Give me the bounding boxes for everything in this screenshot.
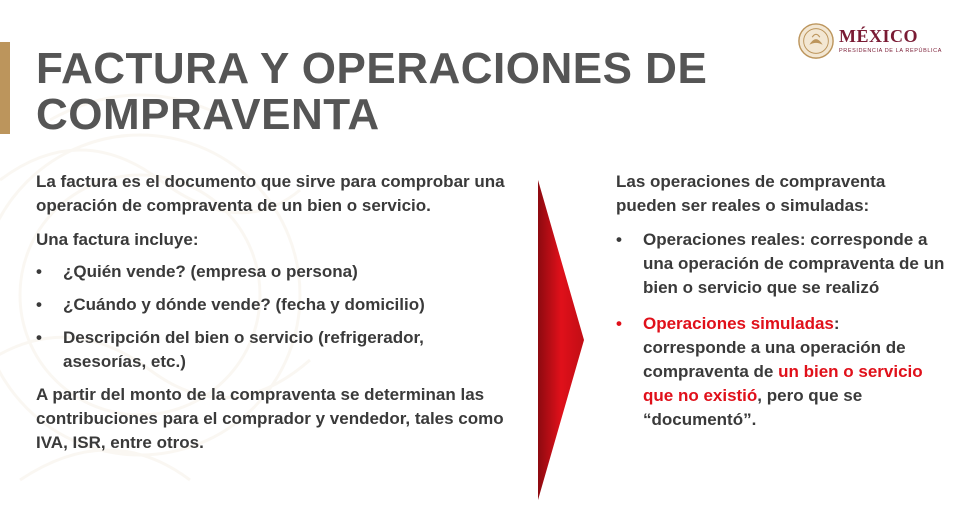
- real-operations-text: corresponde a una operación de compraventa de un bien o servicio que se realizó: [643, 230, 945, 297]
- bullet-icon: •: [36, 328, 42, 347]
- operations-list: [616, 228, 946, 432]
- page-title-line2: COMPRAVENTA: [36, 90, 380, 139]
- bullet-icon: •: [616, 230, 622, 249]
- real-operations-label: Operaciones reales:: [643, 230, 806, 249]
- list-item-text: ¿Cuándo y dónde vende? (fecha y domicilio): [63, 295, 425, 314]
- mexico-logo: [797, 22, 947, 62]
- red-arrow-icon: [538, 180, 584, 500]
- list-item: [36, 293, 506, 317]
- bullet-icon: •: [36, 295, 42, 314]
- right-column: [616, 170, 946, 444]
- list-item-simulated-operations: [616, 312, 946, 432]
- title-accent-bar: [0, 42, 10, 134]
- contributions-paragraph: A partir del monto de la compraventa se determinan las contribuciones para el comprador y vendedor, tales como IVA, ISR, entre otros.: [36, 385, 504, 452]
- page-title-line1: FACTURA Y OPERACIONES DE: [36, 44, 708, 93]
- simulated-operations-text: corresponde a una operación de compraventa de: [643, 338, 906, 381]
- simulated-operations-text-end: , pero que se “documentó”.: [643, 386, 863, 429]
- list-item-real-operations: [616, 228, 946, 300]
- invoice-includes-list: [36, 260, 506, 374]
- bullet-icon: •: [616, 314, 622, 333]
- list-item: [36, 326, 506, 374]
- invoice-includes-heading: Una factura incluye:: [36, 230, 199, 249]
- simulated-operations-highlight: un bien o servicio que no existió: [643, 362, 923, 405]
- logo-subtitle: PRESIDENCIA DE LA REPÚBLICA: [839, 48, 943, 54]
- logo-name: MÉXICO: [839, 26, 918, 46]
- national-seal-icon: [797, 22, 835, 60]
- bullet-icon: •: [36, 262, 42, 281]
- list-item: [36, 260, 506, 284]
- list-item-text: Descripción del bien o servicio (refrigerador, asesorías, etc.): [63, 328, 424, 371]
- list-item-text: ¿Quién vende? (empresa o persona): [63, 262, 358, 281]
- invoice-definition: La factura es el documento que sirve para comprobar una operación de compraventa de un bien o servicio.: [36, 172, 505, 215]
- left-column: [36, 170, 506, 455]
- operations-intro: Las operaciones de compraventa pueden ser reales o simuladas:: [616, 172, 886, 215]
- page-title: [36, 46, 796, 138]
- simulated-operations-colon: :: [833, 314, 840, 333]
- simulated-operations-label: Operaciones simuladas: [643, 314, 834, 333]
